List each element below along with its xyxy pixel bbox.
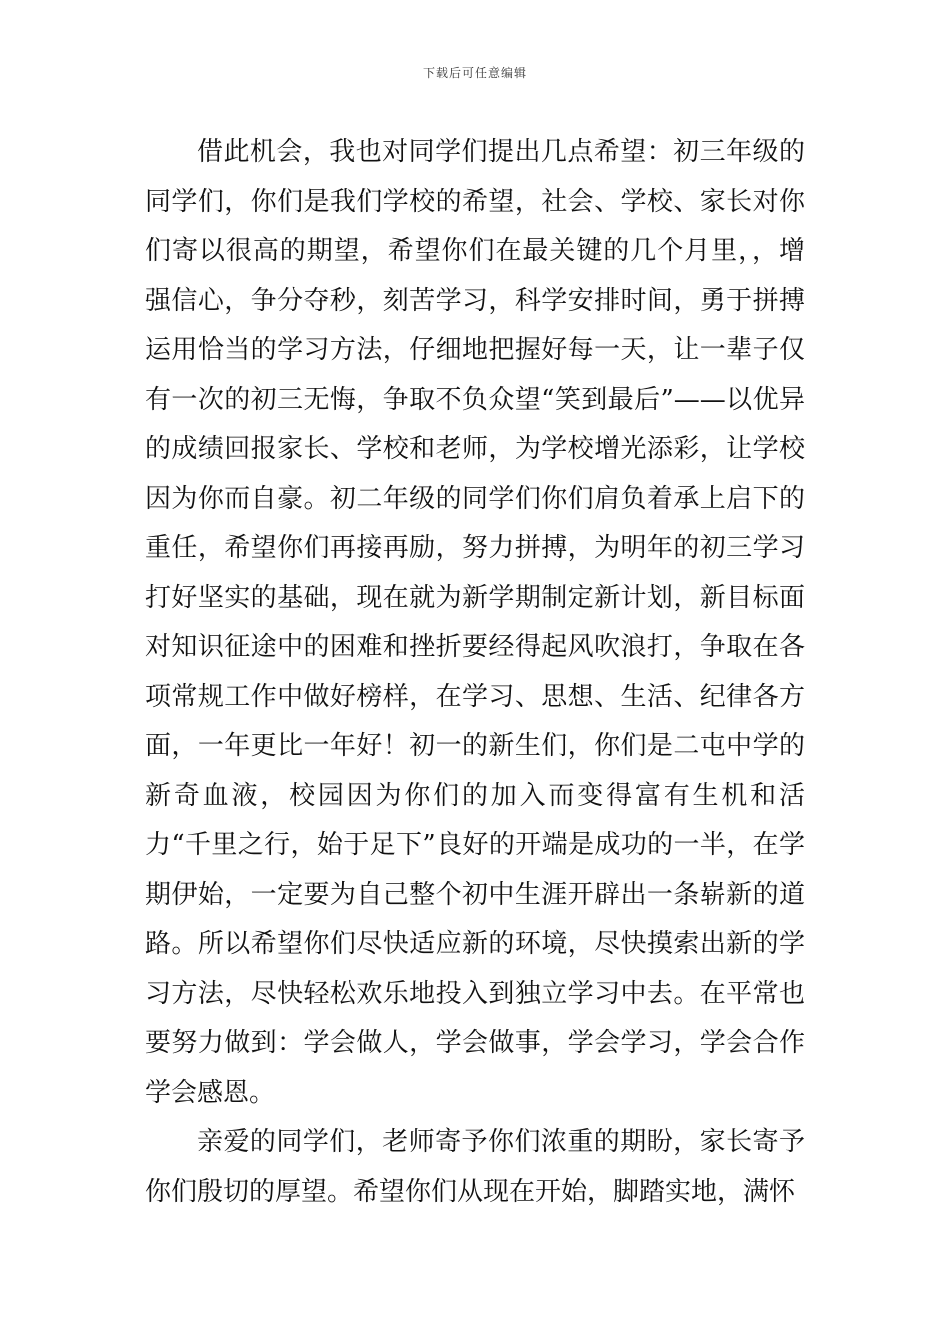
body-text [145,128,805,1217]
paragraph-1: 借此机会，我也对同学们提出几点希望：初三年级的同学们，你们是我们学校的希望，社会、学校、家长对你们寄以很高的期望，希望你们在最关键的几个月里，，增强信心，争分夺秒，刻苦学习，科学安排时间，勇于拼搏运用恰当的学习方法，仔细地把握好每一天，让一辈子仅有一次的初三无悔，争取不负众望“笑到最后”——以优异的成绩回报家长、学校和老师，为学校增光添彩，让学校因为你而自豪。初二年级的同学们你们肩负着承上启下的重任，希望你们再接再励，努力拼搏，为明年的初三学习打好坚实的基础，现在就为新学期制定新计划，新目标面对知识征途中的困难和挫折要经得起风吹浪打，争取在各项常规工作中做好榜样，在学习、思想、生活、纪律各方面，一年更比一年好！初一的新生们，你们是二屯中学的新奇血液，校园因为你们的加入而变得富有生机和活力“千里之行，始于足下”良好的开端是成功的一半，在学期伊始，一定要为自己整个初中生涯开辟出一条崭新的道路。所以希望你们尽快适应新的环境，尽快摸索出新的学习方法，尽快轻松欢乐地投入到独立学习中去。在平常也要努力做到：学会做人，学会做事，学会学习，学会合作学会感恩。 [145,137,805,1108]
header-note: 下载后可任意编辑 [422,66,527,80]
paragraph-2: 亲爱的同学们，老师寄予你们浓重的期盼，家长寄予你们殷切的厚望。希望你们从现在开始，脚踏实地，满怀 [145,1127,805,1207]
